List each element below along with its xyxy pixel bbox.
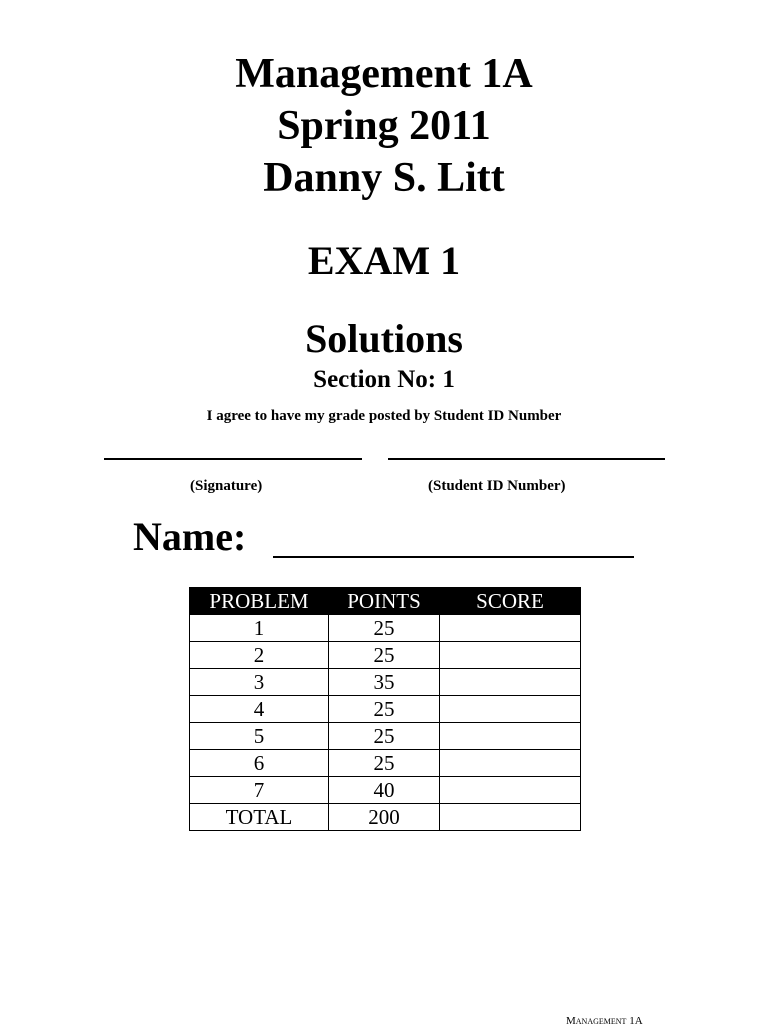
problem-cell: 6: [190, 750, 329, 777]
score-cell[interactable]: [440, 723, 581, 750]
total-label-cell: TOTAL: [190, 804, 329, 831]
name-field-line[interactable]: [273, 514, 634, 558]
column-header-problem: PROBLEM: [190, 588, 329, 615]
table-total-row: [190, 804, 581, 831]
score-cell[interactable]: [440, 669, 581, 696]
table-row: [190, 642, 581, 669]
problem-cell: 2: [190, 642, 329, 669]
exam-title: EXAM 1: [307, 238, 461, 283]
subtitle: Solutions: [305, 316, 463, 361]
table-row: [190, 777, 581, 804]
grade-posting-agreement: I agree to have my grade posted by Student ID Number: [206, 408, 562, 424]
points-cell: 25: [329, 642, 440, 669]
column-header-score: SCORE: [440, 588, 581, 615]
table-row: [190, 669, 581, 696]
points-cell: 40: [329, 777, 440, 804]
student-id-line[interactable]: [388, 432, 665, 460]
points-cell: 25: [329, 723, 440, 750]
score-cell[interactable]: [440, 750, 581, 777]
table-row: [190, 750, 581, 777]
problem-cell: 3: [190, 669, 329, 696]
name-label: Name:: [133, 514, 247, 559]
student-id-caption: (Student ID Number): [428, 478, 566, 494]
term: Spring 2011: [277, 103, 491, 149]
score-cell[interactable]: [440, 777, 581, 804]
table-header-row: [190, 588, 581, 615]
table-row: [190, 696, 581, 723]
problem-cell: 7: [190, 777, 329, 804]
points-cell: 25: [329, 750, 440, 777]
problem-cell: 4: [190, 696, 329, 723]
table-row: [190, 723, 581, 750]
problem-cell: 1: [190, 615, 329, 642]
course-title: Management 1A: [235, 51, 533, 97]
table-row: [190, 615, 581, 642]
total-score-cell[interactable]: [440, 804, 581, 831]
instructor: Danny S. Litt: [263, 155, 505, 201]
signature-line[interactable]: [104, 432, 362, 460]
title-block: [0, 48, 768, 204]
problem-cell: 5: [190, 723, 329, 750]
score-cell[interactable]: [440, 642, 581, 669]
section-number: Section No: 1: [313, 366, 455, 393]
points-cell: 35: [329, 669, 440, 696]
page-footer: Management 1A: [566, 1015, 643, 1027]
column-header-points: POINTS: [329, 588, 440, 615]
score-table: [189, 587, 581, 831]
score-cell[interactable]: [440, 615, 581, 642]
score-cell[interactable]: [440, 696, 581, 723]
points-cell: 25: [329, 696, 440, 723]
signature-caption: (Signature): [190, 478, 263, 494]
total-points-cell: 200: [329, 804, 440, 831]
points-cell: 25: [329, 615, 440, 642]
